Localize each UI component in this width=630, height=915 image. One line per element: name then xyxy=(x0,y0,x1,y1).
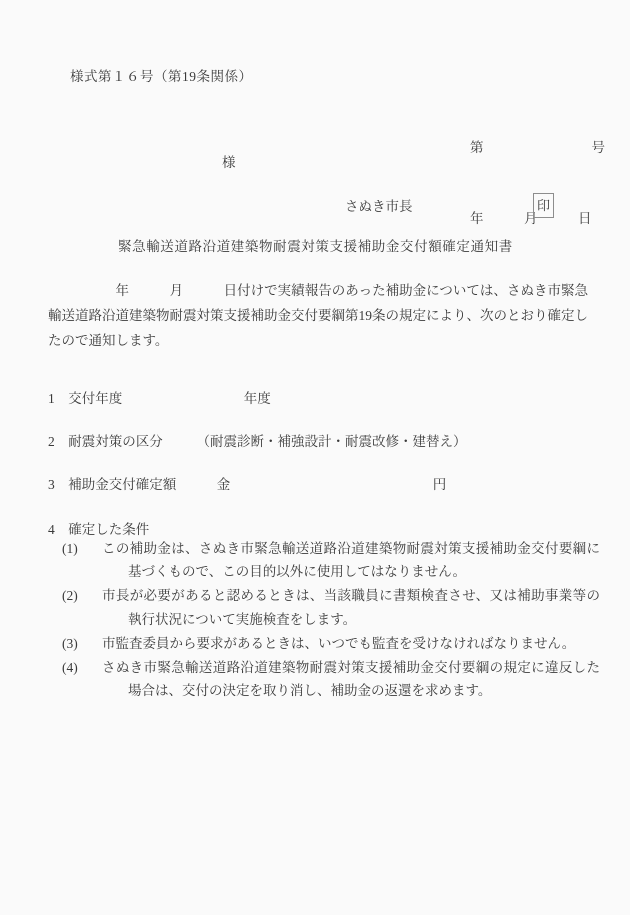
condition-text: 市長が必要があると認めるときは、当該職員に書類検査させ、又は補助事業等の執行状況について実施検査をします。 xyxy=(102,588,600,627)
form-number: 様式第１６号（第19条関係） xyxy=(70,69,253,84)
conditions-heading: 4 確定した条件 xyxy=(48,522,150,537)
issuer-line xyxy=(345,196,413,218)
condition-text: さぬき市緊急輸送道路沿道建築物耐震対策支援補助金交付要綱の規定に違反した場合は、交付の決定を取り消し、補助金の返還を求めます。 xyxy=(102,660,600,699)
document-number-field[interactable]: 第 号 xyxy=(470,140,605,156)
item-confirmed-subsidy-amount: 3 補助金交付確定額 金 円 xyxy=(48,476,447,492)
seal-stamp-box: 印 xyxy=(533,193,554,218)
conditions-list xyxy=(62,537,600,704)
condition-text: 市監査委員から要求があるときは、いつでも監査を受けなければなりません。 xyxy=(102,635,576,651)
item-grant-fiscal-year: 1 交付年度 年度 xyxy=(48,391,271,406)
condition-item xyxy=(62,656,600,702)
addressee-line[interactable]: 様 xyxy=(222,155,236,170)
condition-item xyxy=(62,537,600,583)
document-title: 緊急輸送道路沿道建築物耐震対策支援補助金交付額確定通知書 xyxy=(118,239,513,254)
issuer-name: さぬき市長 xyxy=(345,199,413,214)
item-seismic-measure-category: 2 耐震対策の区分 （耐震診断・補強設計・耐震改修・建替え） xyxy=(48,433,467,449)
condition-text: この補助金は、さぬき市緊急輸送道路沿道建築物耐震対策支援補助金交付要綱に基づくもので、この目的以外に使用してはなりません。 xyxy=(102,541,600,580)
numbered-items xyxy=(48,388,593,497)
condition-marker: (3) xyxy=(62,635,78,651)
body-paragraph: 年 月 日付けで実績報告のあった補助金については、さぬき市緊急輸送道路沿道建築物耐震対策支援補助金交付要綱第19条の規定により、次のとおり確定したので通知します。 xyxy=(48,283,588,348)
condition-marker: (4) xyxy=(62,660,78,676)
document-date-field[interactable]: 年 月 日 xyxy=(470,211,592,227)
condition-item xyxy=(62,584,600,630)
condition-marker: (2) xyxy=(62,588,78,604)
condition-marker: (1) xyxy=(62,541,78,556)
condition-item xyxy=(62,632,600,655)
